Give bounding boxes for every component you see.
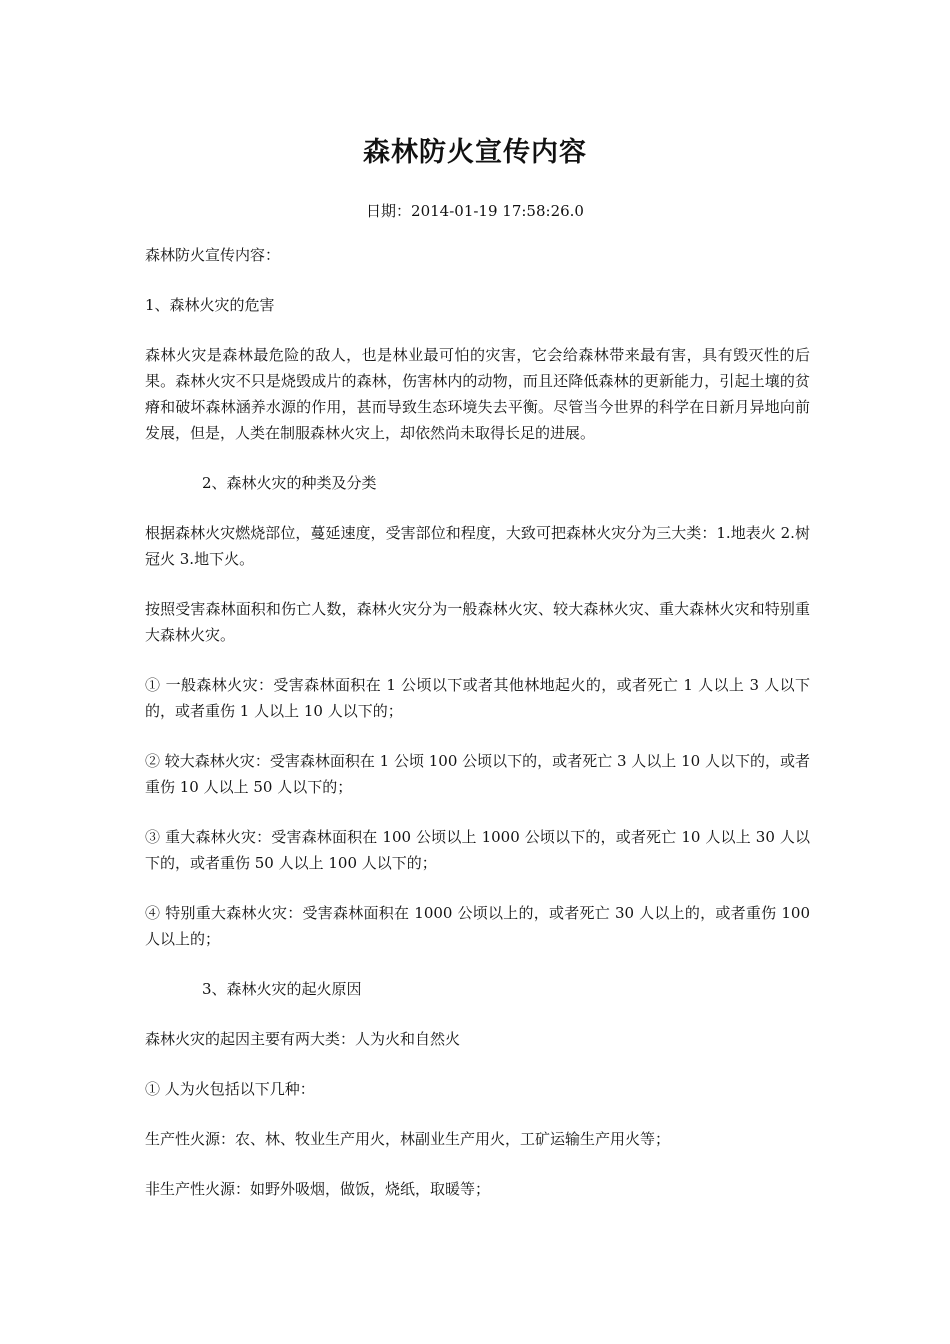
list-item-major-fire: ③ 重大森林火灾：受害森林面积在 100 公顷以上 1000 公顷以下的，或者死亡 10 人以上 30 人以下的，或者重伤 50 人以上 100 人以下的； <box>145 828 810 872</box>
list-item-larger-fire: ② 较大森林火灾：受害森林面积在 1 公顷 100 公顷以下的，或者死亡 3 人以上 10 人以下的，或者重伤 10 人以上 50 人以下的； <box>145 752 810 796</box>
section-heading-hazards: 1、森林火灾的危害 <box>145 296 275 314</box>
document-body <box>145 242 810 1226</box>
paragraph-types-by-location: 根据森林火灾燃烧部位，蔓延速度，受害部位和程度，大致可把森林火灾分为三大类：1.地表火 2.树冠火 3.地下火。 <box>145 524 810 568</box>
paragraph-productive-sources: 生产性火源：农、林、牧业生产用火，林副业生产用火，工矿运输生产用火等； <box>145 1130 671 1148</box>
paragraph-nonproductive-sources: 非生产性火源：如野外吸烟，做饭，烧纸，取暖等； <box>145 1180 491 1198</box>
section-heading-causes: 3、森林火灾的起火原因 <box>202 980 362 998</box>
list-item-general-fire: ① 一般森林火灾：受害森林面积在 1 公顷以下或者其他林地起火的，或者死亡 1 人以上 3 人以下的，或者重伤 1 人以上 10 人以下的； <box>145 676 810 720</box>
list-item-human-fire: ① 人为火包括以下几种： <box>145 1080 315 1098</box>
paragraph-hazards: 森林火灾是森林最危险的敌人，也是林业最可怕的灾害，它会给森林带来最有害，具有毁灭性的后果。森林火灾不只是烧毁成片的森林，伤害林内的动物，而且还降低森林的更新能力，引起土壤的贫瘠和破坏森林涵养水源的作用，甚而导致生态环境失去平衡。尽管当今世界的科学在日新月异地向前发展，但是，人类在制服森林火灾上，却依然尚未取得长足的进展。 <box>145 346 810 442</box>
document-date: 日期：2014-01-19 17:58:26.0 <box>366 202 584 220</box>
list-item-especially-major-fire: ④ 特别重大森林火灾：受害森林面积在 1000 公顷以上的，或者死亡 30 人以上的，或者重伤 100 人以上的； <box>145 904 810 948</box>
paragraph-causes: 森林火灾的起因主要有两大类：人为火和自然火 <box>145 1030 461 1048</box>
document-title: 森林防火宣传内容 <box>363 137 587 168</box>
section-heading-types: 2、森林火灾的种类及分类 <box>202 474 377 492</box>
paragraph-intro: 森林防火宣传内容： <box>145 246 281 264</box>
paragraph-types-by-severity: 按照受害森林面积和伤亡人数，森林火灾分为一般森林火灾、较大森林火灾、重大森林火灾和特别重大森林火灾。 <box>145 600 810 644</box>
